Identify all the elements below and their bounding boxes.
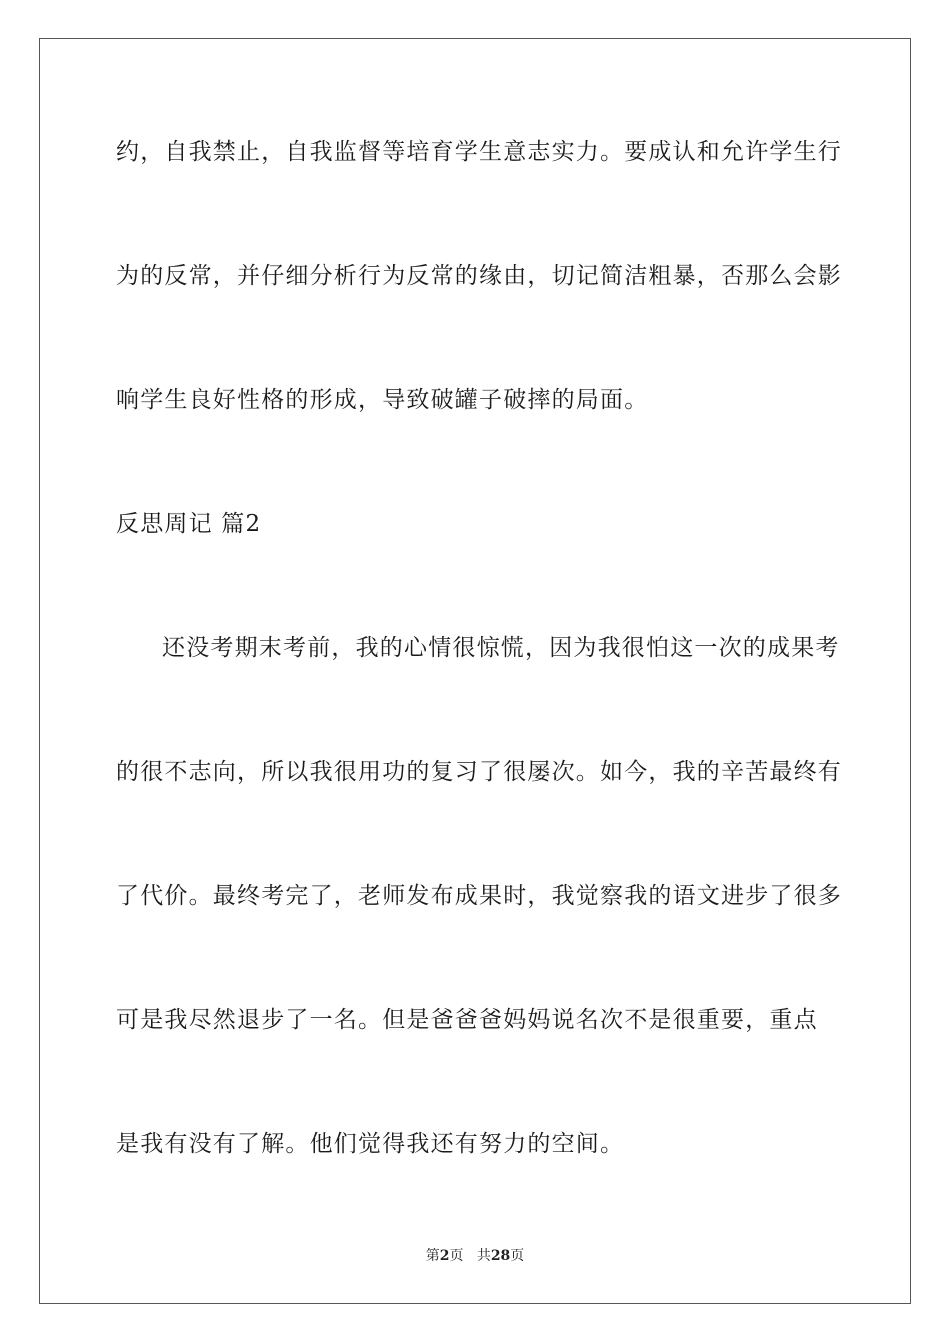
- page-border: [39, 38, 911, 1304]
- section-line-2: 的很不志向，所以我很用功的复习了很屡次。如今，我的辛苦最终有: [116, 759, 842, 785]
- footer-page-suffix: 页: [449, 1248, 464, 1264]
- footer-total-prefix: 共: [476, 1248, 491, 1264]
- body-line-2: 为的反常，并仔细分析行为反常的缘由，切记简洁粗暴，否那么会影: [116, 263, 842, 289]
- body-line-1: 约，自我禁止，自我监督等培育学生意志实力。要成认和允许学生行: [116, 139, 842, 165]
- page-footer: [0, 1247, 950, 1265]
- footer-page-prefix: 第: [425, 1248, 440, 1264]
- section-line-4: 可是我尽然退步了一名。但是爸爸爸妈妈说名次不是很重要，重点: [116, 1007, 818, 1033]
- footer-page-number: 2: [439, 1248, 450, 1264]
- footer-total-suffix: 页: [510, 1248, 525, 1264]
- section-line-1: 还没考期末考前，我的心情很惊慌，因为我很怕这一次的成果考: [162, 635, 840, 661]
- section-line-5: 是我有没有了解。他们觉得我还有努力的空间。: [116, 1131, 625, 1157]
- body-line-3: 响学生良好性格的形成，导致破罐子破摔的局面。: [116, 387, 649, 413]
- section-heading: 反思周记 篇2: [116, 511, 262, 537]
- footer-total-pages: 28: [490, 1248, 511, 1264]
- section-line-3: 了代价。最终考完了，老师发布成果时，我觉察我的语文进步了很多: [116, 883, 842, 909]
